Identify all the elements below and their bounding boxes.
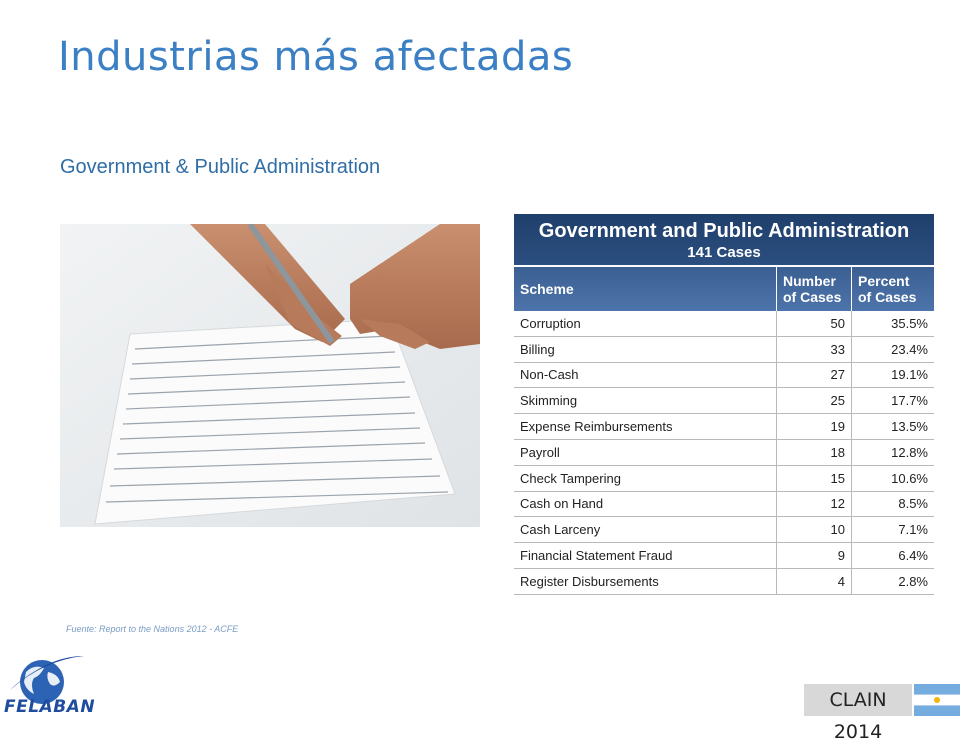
table-row: [514, 388, 934, 414]
table-row: [514, 439, 934, 465]
table-case-count: 141 Cases: [687, 244, 761, 261]
number-cell: 18: [777, 439, 852, 465]
percent-cell: 8.5%: [852, 491, 935, 517]
percent-cell: 10.6%: [852, 465, 935, 491]
felaban-logo-text: FELABAN: [4, 697, 96, 717]
scheme-cell: Skimming: [514, 388, 777, 414]
argentina-flag-icon: [914, 684, 960, 716]
table-row: [514, 414, 934, 440]
slide-subtitle: Government & Public Administration: [60, 156, 381, 178]
percent-cell: 19.1%: [852, 362, 935, 388]
number-cell: 10: [777, 517, 852, 543]
number-cell: 50: [777, 311, 852, 336]
scheme-cell: Expense Reimbursements: [514, 414, 777, 440]
column-header-number-line2: of Cases: [783, 289, 842, 305]
percent-cell: 13.5%: [852, 414, 935, 440]
column-header-scheme: Scheme: [514, 267, 777, 311]
number-cell: 12: [777, 491, 852, 517]
number-cell: 33: [777, 336, 852, 362]
table-title: Government and Public Administration: [538, 220, 910, 242]
scheme-cell: Register Disbursements: [514, 568, 777, 594]
percent-cell: 2.8%: [852, 568, 935, 594]
number-cell: 9: [777, 543, 852, 569]
table-row: [514, 517, 934, 543]
number-cell: 19: [777, 414, 852, 440]
event-badge: CLAIN 2014: [804, 684, 912, 716]
fraud-schemes-table: [514, 214, 934, 595]
scheme-cell: Cash Larceny: [514, 517, 777, 543]
percent-cell: 12.8%: [852, 439, 935, 465]
table-row: [514, 311, 934, 336]
table-row: [514, 543, 934, 569]
scheme-cell: Payroll: [514, 439, 777, 465]
photo-illustration: [60, 224, 480, 527]
table-row: [514, 491, 934, 517]
percent-cell: 35.5%: [852, 311, 935, 336]
number-cell: 25: [777, 388, 852, 414]
table-row: [514, 362, 934, 388]
scheme-cell: Billing: [514, 336, 777, 362]
column-header-percent-line2: of Cases: [858, 289, 917, 305]
number-cell: 4: [777, 568, 852, 594]
percent-cell: 17.7%: [852, 388, 935, 414]
percent-cell: 7.1%: [852, 517, 935, 543]
column-header-percent: [852, 267, 935, 311]
scheme-cell: Corruption: [514, 311, 777, 336]
table-row: [514, 465, 934, 491]
column-header-number-line1: Number: [783, 273, 836, 289]
percent-cell: 6.4%: [852, 543, 935, 569]
scheme-cell: Check Tampering: [514, 465, 777, 491]
scheme-cell: Non-Cash: [514, 362, 777, 388]
column-header-number: [777, 267, 852, 311]
scheme-cell: Cash on Hand: [514, 491, 777, 517]
column-header-percent-line1: Percent: [858, 273, 910, 289]
scheme-cell: Financial Statement Fraud: [514, 543, 777, 569]
percent-cell: 23.4%: [852, 336, 935, 362]
table-row: [514, 568, 934, 594]
hands-signing-form-photo: [60, 224, 480, 527]
source-note: Fuente: Report to the Nations 2012 - ACFE: [66, 624, 239, 634]
number-cell: 15: [777, 465, 852, 491]
table-title-banner: [514, 214, 934, 267]
number-cell: 27: [777, 362, 852, 388]
table-body: [514, 311, 934, 594]
table-row: [514, 336, 934, 362]
slide-title: Industrias más afectadas: [58, 34, 574, 80]
